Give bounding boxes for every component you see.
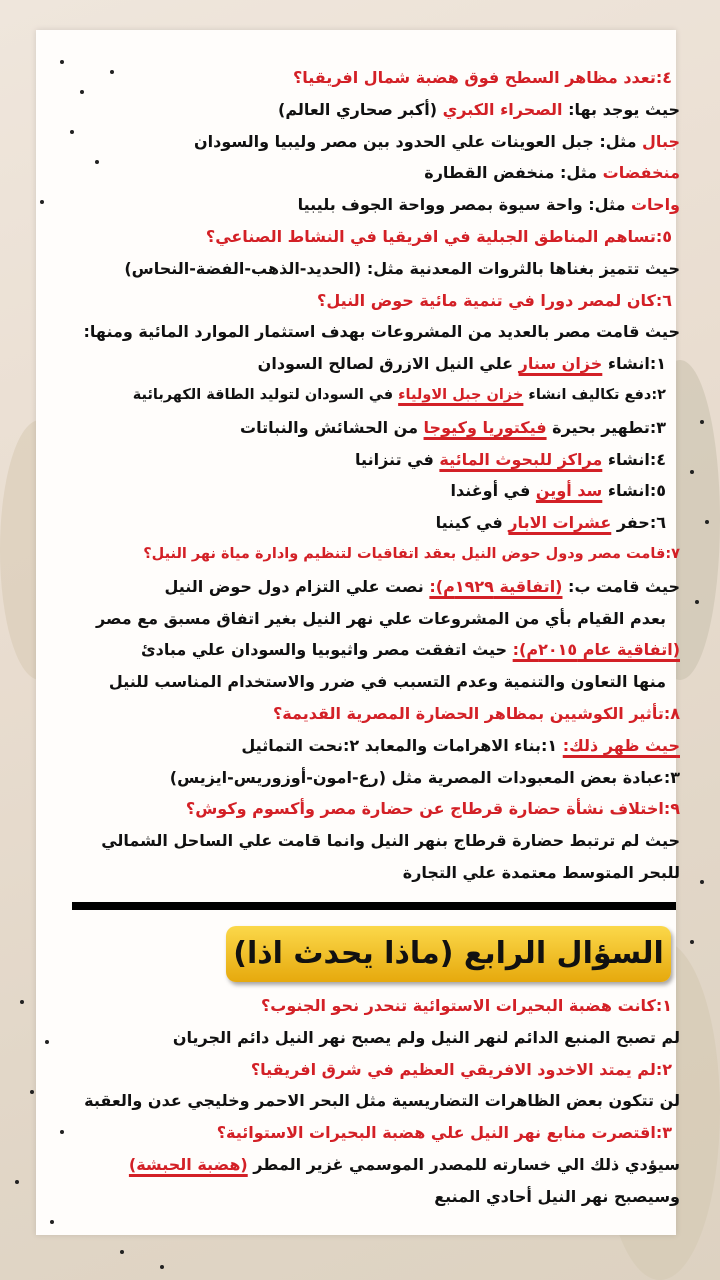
highlighted-term: حيث ظهر ذلك: <box>562 735 680 755</box>
highlighted-term: عشرات الابار <box>508 513 612 533</box>
speckle-decoration <box>120 1250 124 1254</box>
speckle-decoration <box>700 420 704 424</box>
answer-line <box>4 348 680 380</box>
text-segment: ٦:حفر <box>611 513 666 533</box>
answer-line <box>4 1022 680 1054</box>
text-segment: ٢:لم يمتد الاخدود الافريقي العظيم في شرق افريقيا؟ <box>250 1059 672 1079</box>
highlighted-term: سد أوين <box>535 481 603 501</box>
answer-line <box>4 316 680 348</box>
text-segment: مثل: جبل العوينات علي الحدود بين مصر وليبيا والسودان <box>193 131 643 151</box>
answer-line <box>4 730 680 762</box>
section-nile-answers <box>4 62 680 889</box>
speckle-decoration <box>60 1130 64 1134</box>
speckle-decoration <box>60 60 64 64</box>
text-segment: حيث قامت ب: <box>562 576 680 596</box>
text-segment: ٤:تعدد مظاهر السطح فوق هضبة شمال افريقيا؟ <box>292 68 672 87</box>
question-line <box>4 793 680 825</box>
question-line <box>4 1117 680 1149</box>
key-term: منخفضات <box>602 163 680 183</box>
text-segment: حيث قامت مصر بالعديد من المشروعات بهدف استثمار الموارد المائية ومنها: <box>83 322 680 342</box>
question-line <box>4 539 680 571</box>
question-line <box>4 1054 680 1086</box>
speckle-decoration <box>95 160 99 164</box>
speckle-decoration <box>40 200 44 204</box>
answer-line <box>4 571 680 603</box>
text-segment: منها التعاون والتنمية وعدم التسبب في ضرر والاستخدام المناسب للنيل <box>108 672 666 692</box>
section-divider <box>72 902 676 910</box>
highlighted-term: (اتفاقية ١٩٢٩م): <box>429 576 563 596</box>
answer-line <box>4 94 680 126</box>
text-segment: ٤:انشاء <box>602 449 666 469</box>
highlighted-term: (اتفاقية عام ٢٠١٥م): <box>512 640 680 660</box>
text-segment: ٢:دفع تكاليف انشاء <box>523 386 666 403</box>
text-segment: في تنزانيا <box>355 449 440 469</box>
key-term: جبال <box>642 131 680 151</box>
text-segment: ٣:تطهير بحيرة <box>546 417 666 437</box>
text-segment: للبحر المتوسط معتمدة علي التجارة <box>402 862 680 882</box>
text-segment: حيث اتفقت مصر واثيوبيا والسودان علي مبادئ <box>140 640 513 660</box>
text-segment: حيث تتميز بغناها بالثروات المعدنية مثل: (الحديد-الذهب-الفضة-النحاس) <box>124 258 680 278</box>
highlighted-term: خزان سنار <box>518 354 603 374</box>
answer-line <box>4 1149 680 1181</box>
text-segment: ١:انشاء <box>602 354 666 374</box>
text-segment: ١:بناء الاهرامات والمعابد ٢:نحت التماثيل <box>241 735 563 755</box>
answer-line <box>4 603 680 635</box>
text-segment: ٧:قامت مصر ودول حوض النيل بعقد اتفاقيات لتنظيم وادارة مياة نهر النيل؟ <box>143 545 680 562</box>
text-segment: ٥:انشاء <box>602 481 666 501</box>
highlighted-term: مراكز للبحوث المائية <box>439 449 603 469</box>
text-segment: في أوغندا <box>450 481 536 501</box>
speckle-decoration <box>690 940 694 944</box>
answer-line <box>4 475 680 507</box>
text-segment: ٥:تساهم المناطق الجبلية في افريقيا في النشاط الصناعي؟ <box>205 226 672 246</box>
answer-line <box>4 666 680 698</box>
text-segment: ٣:عبادة بعض المعبودات المصرية مثل (رع-امون-أوزوريس-ايزيس) <box>169 767 680 787</box>
text-segment: ١:كانت هضبة البحيرات الاستوائية تنحدر نحو الجنوب؟ <box>261 996 672 1015</box>
answer-line <box>4 189 680 221</box>
text-segment: وسيصبح نهر النيل أحادي المنبع <box>434 1186 680 1206</box>
speckle-decoration <box>45 1040 49 1044</box>
key-term: واحات <box>630 195 680 215</box>
text-segment: (أكبر صحاري العالم) <box>278 99 443 119</box>
answer-line <box>4 825 680 857</box>
speckle-decoration <box>160 1265 164 1269</box>
highlighted-term: (هضبة الحبشة) <box>128 1154 248 1174</box>
answer-line <box>4 762 680 794</box>
answer-line <box>4 253 680 285</box>
text-segment: سيؤدي ذلك الي خسارته للمصدر الموسمي غزير المطر <box>247 1154 680 1174</box>
speckle-decoration <box>30 1090 34 1094</box>
section-what-happens-if <box>4 990 680 1213</box>
text-segment: ٦:كان لمصر دورا في تنمية مائية حوض النيل؟ <box>317 290 672 310</box>
text-segment: مثل: واحة سيوة بمصر وواحة الجوف بليبيا <box>297 195 631 215</box>
speckle-decoration <box>705 520 709 524</box>
key-term: الصحراء الكبري <box>442 99 563 119</box>
speckle-decoration <box>70 130 74 134</box>
text-segment: من الحشائش والنباتات <box>239 417 424 437</box>
question-line <box>4 221 680 253</box>
speckle-decoration <box>700 880 704 884</box>
question-line <box>4 62 680 94</box>
question-line <box>4 990 680 1022</box>
speckle-decoration <box>80 90 84 94</box>
speckle-decoration <box>110 70 114 74</box>
text-segment: حيث لم ترتبط حضارة قرطاج بنهر النيل وانما قامت علي الساحل الشمالي <box>101 831 680 851</box>
answer-line <box>4 380 680 412</box>
text-segment: نصت علي التزام دول حوض النيل <box>164 576 430 596</box>
answer-line <box>4 126 680 158</box>
answer-line <box>4 444 680 476</box>
speckle-decoration <box>695 600 699 604</box>
text-segment: مثل: منخفض القطارة <box>424 163 603 183</box>
speckle-decoration <box>50 1220 54 1224</box>
text-segment: حيث يوجد بها: <box>562 99 680 119</box>
text-segment: في كينيا <box>435 513 509 533</box>
highlighted-term: فيكتوريا وكيوجا <box>423 417 547 437</box>
speckle-decoration <box>690 470 694 474</box>
speckle-decoration <box>15 1180 19 1184</box>
text-segment: ٨:تأثير الكوشيين بمظاهر الحضارة المصرية القديمة؟ <box>273 703 680 723</box>
answer-line <box>4 857 680 889</box>
highlighted-term: خزان جبل الاولياء <box>398 386 524 403</box>
answer-line <box>4 412 680 444</box>
answer-line <box>4 1085 680 1117</box>
question-line <box>4 698 680 730</box>
text-segment: بعدم القيام بأي من المشروعات علي نهر النيل بغير اتفاق مسبق مع مصر <box>96 608 666 628</box>
answer-line <box>4 507 680 539</box>
speckle-decoration <box>20 1000 24 1004</box>
text-segment: لن تتكون بعض الظاهرات التضاريسية مثل البحر الاحمر وخليجي عدن والعقبة <box>84 1091 680 1111</box>
answer-line <box>4 157 680 189</box>
section-title-banner: السؤال الرابع (ماذا يحدث اذا) <box>226 926 671 982</box>
text-segment: ٣:اقتصرت منابع نهر النيل علي هضبة البحيرات الاستوائية؟ <box>216 1123 672 1143</box>
answer-line <box>4 634 680 666</box>
text-segment: ٩:اختلاف نشأة حضارة قرطاج عن حضارة مصر وأكسوم وكوش؟ <box>185 799 680 819</box>
text-segment: لم تصبح المنبع الدائم لنهر النيل ولم يصبح نهر النيل دائم الجريان <box>172 1027 680 1047</box>
text-segment: علي النيل الازرق لصالح السودان <box>257 354 519 374</box>
answer-line <box>4 1181 680 1213</box>
question-line <box>4 285 680 317</box>
text-segment: في السودان لتوليد الطاقة الكهربائية <box>132 386 399 403</box>
